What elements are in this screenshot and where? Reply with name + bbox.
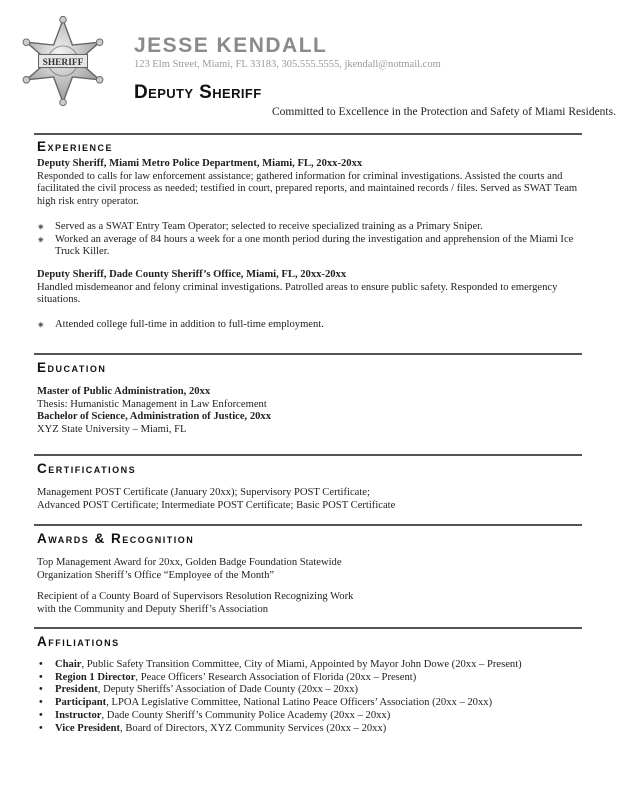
degree-2: Bachelor of Science, Administration of Justice, 20xx [37, 411, 272, 423]
star-bullet-icon: ✷ [37, 234, 45, 245]
certification-line: Advanced POST Certificate; Intermediate POST Certificate; Basic POST Certificate [37, 499, 396, 511]
award-line: with the Community and Deputy Sheriff’s Association [37, 604, 269, 616]
thesis: Thesis: Humanistic Management in Law Enforcement [37, 398, 267, 410]
job-1-highlights [37, 221, 582, 259]
list-item: • Participant, LPOA Legislative Committee, National Latino Peace Officers’ Association (20xx – 20xx) [39, 697, 493, 709]
award-line: Recipient of a County Board of Supervisors Resolution Recognizing Work [37, 591, 354, 603]
awards-section [37, 557, 582, 617]
list-item: ✷ Served as a SWAT Entry Team Operator; selected to receive specialized training as a Primary Sniper. [37, 220, 483, 232]
tagline: Committed to Excellence in the Protection and Safety of Miami Residents. [272, 106, 616, 118]
certifications-heading: Certifications [37, 461, 137, 476]
affiliations-heading: Affiliations [37, 634, 120, 649]
awards-heading: Awards & Recognition [37, 531, 195, 546]
star-bullet-icon: ✷ [37, 221, 45, 232]
section-divider [34, 353, 582, 355]
list-item: • President, Deputy Sheriffs’ Association of Dade County (20xx – 20xx) [39, 684, 359, 696]
job-title: Deputy Sheriff [134, 82, 262, 103]
job-title-2: Deputy Sheriff, Dade County Sheriff’s Office, Miami, FL, 20xx-20xx [37, 268, 347, 280]
list-item: • Chair, Public Safety Transition Committee, City of Miami, Appointed by Mayor John Dowe (20xx – Present) [39, 659, 522, 670]
job-2-highlights [37, 319, 582, 332]
applicant-name: JESSE KENDALL [134, 34, 328, 57]
contact-info: 123 Elm Street, Miami, FL 33183, 305.555.5555, jkendall@notmail.com [134, 59, 441, 70]
degree-1: Master of Public Administration, 20xx [37, 386, 211, 397]
list-item: • Instructor, Dade County Sheriff’s Community Police Academy (20xx – 20xx) [39, 709, 391, 721]
school: XYZ State University – Miami, FL [37, 424, 187, 436]
award-line: Organization Sheriff’s Office “Employee of the Month” [37, 569, 275, 581]
award-line: Top Management Award for 20xx, Golden Badge Foundation Statewide [37, 557, 342, 568]
job-description-1: Responded to calls for law enforcement assistance; gathered information for criminal investigations. Assisted the courts and facilitated the civil process as needed; testified in court, prepared reports, and maintained records / files. Served as SWAT Team high risk entry operator. [37, 170, 578, 208]
certifications-section [37, 487, 582, 512]
list-item: ✷ Attended college full-time in addition to full-time employment. [37, 319, 324, 331]
list-item: • Vice President, Board of Directors, XYZ Community Services (20xx – 20xx) [39, 722, 387, 734]
job-title-1: Deputy Sheriff, Miami Metro Police Department, Miami, FL, 20xx-20xx [37, 158, 363, 169]
certification-line: Management POST Certificate (January 20xx); Supervisory POST Certificate; [37, 487, 370, 498]
education-section [37, 386, 582, 437]
section-divider [34, 454, 582, 456]
education-heading: Education [37, 360, 107, 375]
experience-section [37, 158, 582, 332]
section-divider [34, 524, 582, 526]
section-divider [34, 133, 582, 135]
affiliations-list [37, 659, 582, 735]
list-item: • Region 1 Director, Peace Officers’ Research Association of Florida (20xx – Present) [39, 671, 417, 683]
section-divider [34, 627, 582, 629]
affiliations-section [37, 659, 582, 735]
experience-heading: Experience [37, 139, 114, 154]
job-description-2: Handled misdemeanor and felony criminal investigations. Patrolled areas to ensure public safety. Responded to emergency situations. [37, 281, 558, 306]
badge-text: SHERIFF [42, 57, 84, 68]
star-bullet-icon: ✷ [37, 320, 45, 331]
sheriff-star-badge-icon [16, 14, 110, 108]
list-item: ✷ Worked an average of 84 hours a week for a one month period during the investigation and apprehension of the Miami Ice Truck Killer. [37, 233, 574, 258]
